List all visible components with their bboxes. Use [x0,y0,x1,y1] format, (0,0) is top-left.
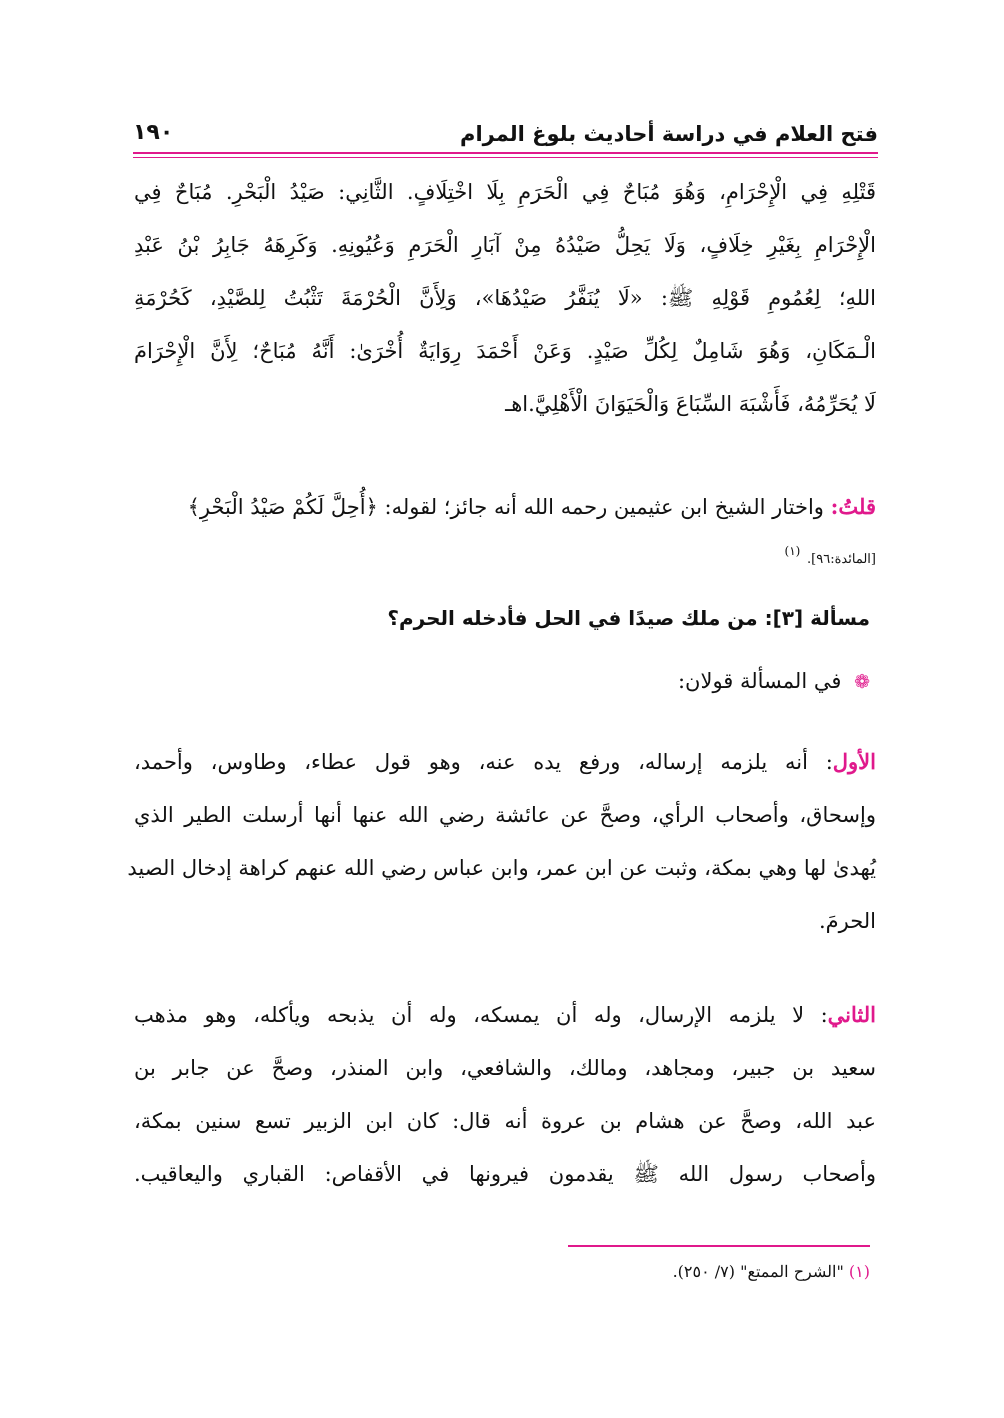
footnote-rule [568,1245,870,1247]
flower-icon: ❁ [854,671,870,693]
quote-line: اللهِ؛ لِعُمُومِ قَوْلِهِ ﷺ: «لَا يُنَفَّرُ صَيْدُهَا»، وَلِأَنَّ الْحُرْمَةَ تَثْبُتُ لِلصَّيْدِ، كَحُرْمَةِ [134,286,876,310]
second-line [134,988,876,1042]
header-rule [133,152,878,154]
qultu-label: قلتُ: [830,494,876,519]
qultu-text: واختار الشيخ ابن عثيمين رحمه الله أنه جائز؛ لقوله: ﴿أُحِلَّ لَكُمْ صَيْدُ الْبَحْرِ﴾ [187,495,824,519]
second-line: سعيد بن جبير، ومجاهد، ومالك، والشافعي، وابن المنذر، وصحَّ عن جابر بن [134,1056,876,1080]
first-opinion [127,735,876,948]
quote-line: قَتْلِهِ فِي الْإِحْرَامِ، وَهُوَ مُبَاحٌ فِي الْحَرَمِ بِلَا اخْتِلَافٍ. الثَّانِي: صَيْدُ الْبَحْرِ. مُبَاحٌ فِي [134,180,876,204]
footnote [673,1262,870,1281]
footnote-mark: (١) [784,544,801,558]
footnote-text: "الشرح الممتع" (٧/ ٢٥٠). [672,1262,844,1281]
header-rule-thin [133,157,878,158]
first-line: وإسحاق، وأصحاب الرأي، وصحَّ عن عائشة رضي الله عنها أنها أرسلت الطير الذي [134,803,876,827]
issue-heading: مسألة [٣]: من ملك صيدًا في الحل فأدخله الحرم؟ [387,606,870,630]
quote-line: لَا يُحَرِّمُهُ، فَأَشْبَهَ السِّبَاعَ وَالْحَيَوَانَ الْأَهْلِيَّ.اهـ [505,392,876,416]
first-label: الأول [832,749,876,774]
second-line: عبد الله، وصحَّ عن هشام بن عروة أنه قال: كان ابن الزبير تسع سنين بمكة، [134,1109,876,1133]
second-line: وأصحاب رسول الله ﷺ يقدمون فيرونها في الأقفاص: القباري واليعاقيب. [134,1162,876,1186]
qultu-line [134,480,876,534]
quoted-passage [134,166,876,431]
second-opinion [134,988,876,1201]
first-text: : أنه يلزمه إرساله، ورفع يده عنه، وهو قول عطاء، وطاوس، وأحمد، [134,750,833,774]
first-line: يُهدىٰ لها وهي بمكة، وثبت عن ابن عمر، وابن عباس رضي الله عنهم كراهة إدخال الصيد [127,856,876,880]
issue-intro [678,669,870,693]
first-line: الحرمَ. [818,909,876,933]
quran-reference: [المائدة:٩٦]. [807,552,876,567]
qultu-paragraph [134,480,876,577]
footnote-number: (١) [848,1262,870,1281]
first-line [134,735,876,789]
book-title: فتح العلام في دراسة أحاديث بلوغ المرام [460,122,878,146]
quote-line: الْـمَكَانِ، وَهُوَ شَامِلٌ لِكُلِّ صَيْدٍ. وَعَنْ أَحْمَدَ رِوَايَةٌ أُخْرَىٰ: أَنَّهُ مُبَاحٌ؛ لِأَنَّ الْإِحْرَامَ [134,339,876,363]
qultu-ref-line [134,534,876,577]
intro-text: في المسألة قولان: [677,669,842,693]
second-text: : لا يلزمه الإرسال، وله أن يمسكه، وله أن يذبحه ويأكله، وهو مذهب [134,1003,828,1027]
second-label: الثاني [827,1002,876,1027]
page-number: ١٩٠ [133,120,174,145]
quote-line: الْإِحْرَامِ بِغَيْرِ خِلَافٍ، وَلَا يَحِلُّ صَيْدُهُ مِنْ آبَارِ الْحَرَمِ وَعُيُونِهِ. وَكَرِهَهُ جَابِرُ بْنُ عَبْدِ [134,233,876,257]
